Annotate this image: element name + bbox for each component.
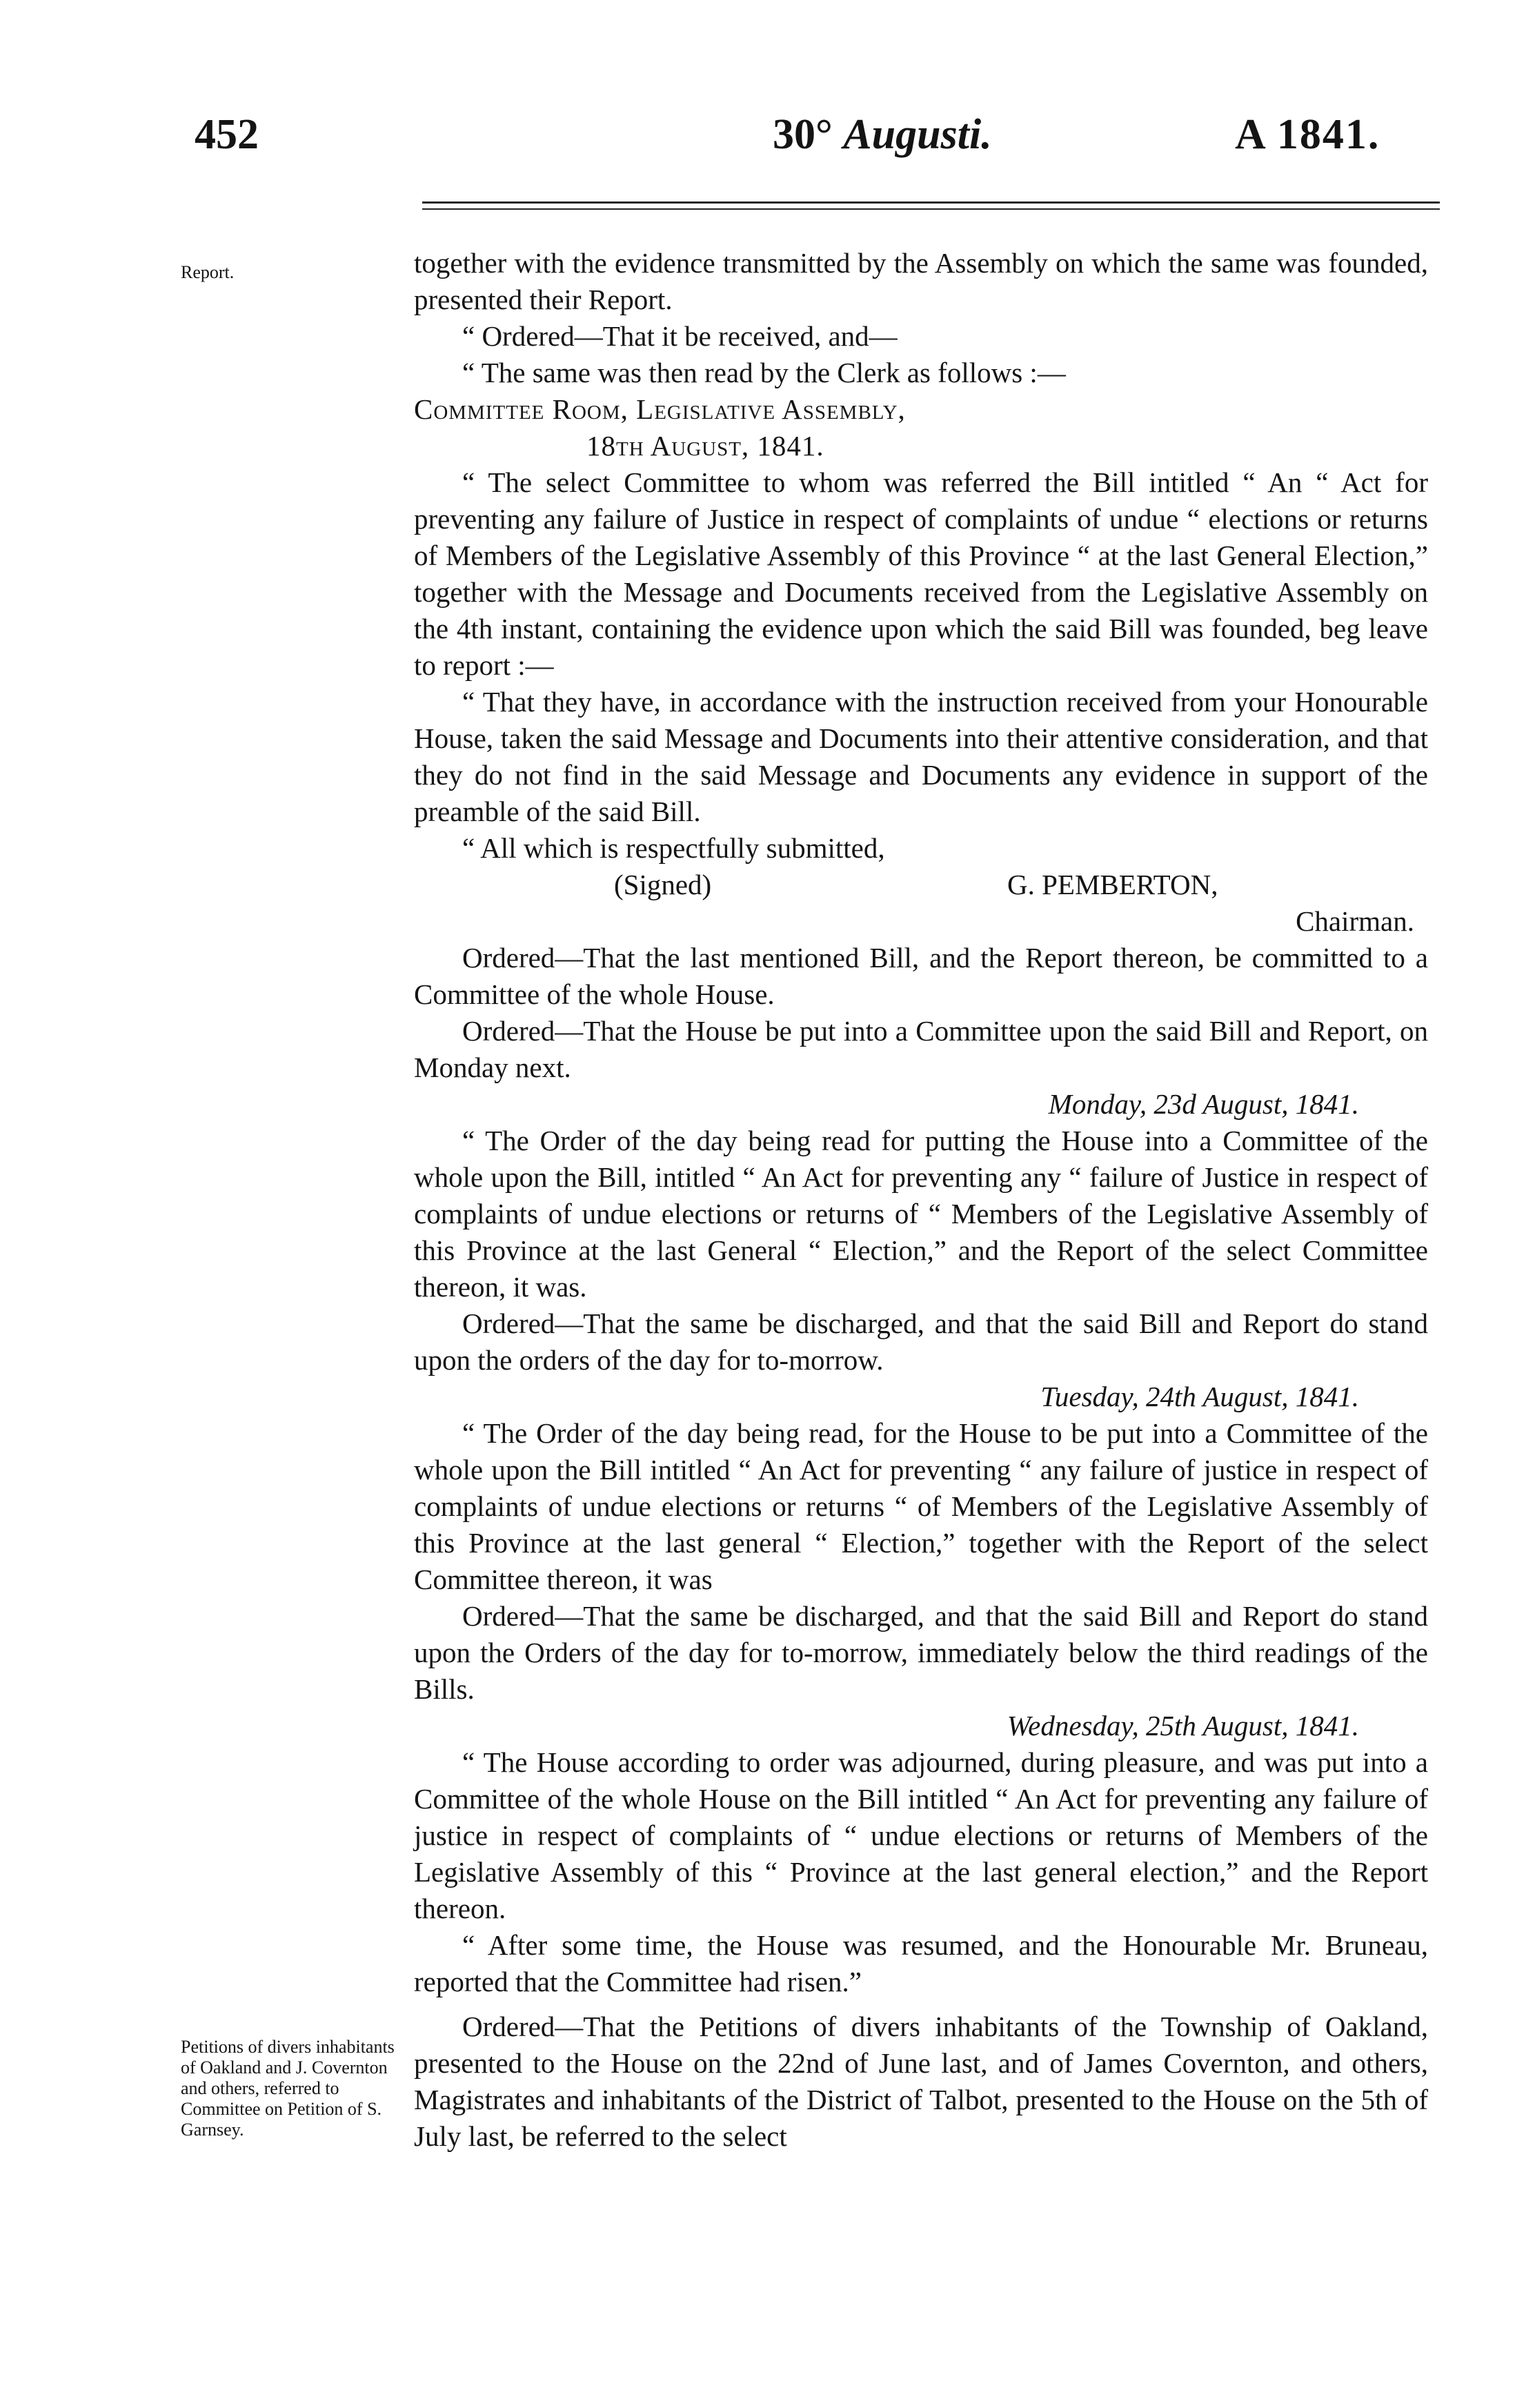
header-rule-thin [422, 208, 1440, 210]
paragraph-petitions-referred: Ordered—That the Petitions of divers inhabitants of the Township of Oakland, presented to the House on the 22nd of June last, and of James Covernton, and others, Magistrates and inhabitants of the District of Talbot, presented to the House on the 5th of July last, be referred to the select [414, 2011, 1428, 2152]
paragraph-order-of-day-1: “ The Order of the day being read for putting the House into a Committee of the whole upon the Bill, intitled “ An Act for preventing any “ failure of Justice in respect of complaints of undue elections or returns of “ Members of the Legislative Assembly of this Province at the last General “ Election,” and the Report of the select Committee thereon, it was. [414, 1125, 1428, 1303]
page-number: 452 [195, 111, 259, 158]
running-header [0, 110, 1515, 166]
paragraph-house-resumed: “ After some time, the House was resumed, and the Honourable Mr. Bruneau, reported that the Committee had risen.” [414, 1929, 1428, 1997]
signature-row [414, 867, 1428, 903]
paragraph-report-presented: together with the evidence transmitted by the Assembly on which the same was founded, presented their Report. [414, 247, 1428, 315]
paragraph-that-they-have: “ That they have, in accordance with the instruction received from your Honourable House, taken the said Message and Documents into their attentive consideration, and that they do not find in the said Message and Documents any evidence in support of the preamble of the said Bill. [414, 686, 1428, 827]
header-date-month: Augusti. [843, 111, 992, 158]
header-date-day: 30° [773, 111, 833, 158]
paragraph-respectfully-submitted: “ All which is respectfully submitted, [462, 832, 885, 864]
signed-title: Chairman. [1296, 905, 1414, 937]
date-heading-wednesday: Wednesday, 25th August, 1841. [1007, 1710, 1359, 1741]
committee-room-line2: 18th August, 1841. [586, 430, 824, 462]
header-year: A 1841. [1235, 111, 1380, 158]
signed-name: G. PEMBERTON, [1007, 869, 1218, 900]
paragraph-read-by-clerk: “ The same was then read by the Clerk as follows :— [462, 357, 1066, 388]
header-date [773, 110, 992, 159]
date-heading-monday: Monday, 23d August, 1841. [1048, 1088, 1359, 1120]
signed-label: (Signed) [614, 869, 712, 900]
paragraph-select-committee: “ The select Committee to whom was referred the Bill intitled “ An “ Act for preventing any failure of Justice in respect of complaints of undue “ elections or returns of Members of the Legislative Assembly of this Province “ at the last General Election,” together with the Message and Documents received from the Legislative Assembly on the 4th instant, containing the evidence upon which the said Bill was founded, beg leave to report :— [414, 466, 1428, 681]
header-rule-thick [422, 201, 1440, 204]
spacer [414, 2000, 1428, 2009]
body-text [414, 245, 1428, 2155]
paragraph-ordered-committed: Ordered—That the last mentioned Bill, and the Report thereon, be committed to a Committee of the whole House. [414, 942, 1428, 1010]
date-heading-tuesday: Tuesday, 24th August, 1841. [1040, 1381, 1359, 1412]
margin-note-petitions: Petitions of divers inhabitants of Oakland and J. Covernton and others, referred to Committee on Petition of S. Garnsey. [181, 2037, 395, 2140]
paragraph-order-of-day-2: “ The Order of the day being read, for the House to be put into a Committee of the whole upon the Bill intitled “ An Act for preventing “ any failure of justice in respect of complaints of undue elections or returns “ of Members of the Legislative Assembly of this Province at the last general “ Election,” together with the Report of the select Committee thereon, it was [414, 1417, 1428, 1595]
paragraph-ordered-discharged-1: Ordered—That the same be discharged, and that the said Bill and Report do stand upon the orders of the day for to-morrow. [414, 1307, 1428, 1376]
paragraph-ordered-received: “ Ordered—That it be received, and— [462, 320, 898, 352]
paragraph-ordered-monday: Ordered—That the House be put into a Committee upon the said Bill and Report, on Monday next. [414, 1015, 1428, 1083]
margin-note-report: Report. [181, 262, 235, 282]
paragraph-house-adjourned: “ The House according to order was adjourned, during pleasure, and was put into a Committee of the whole House on the Bill intitled “ An Act for preventing any failure of justice in respect of complaints of “ undue elections or returns of Members of the Legislative Assembly of this “ Province at the last general election,” and the Report thereon. [414, 1746, 1428, 1924]
paragraph-ordered-discharged-2: Ordered—That the same be discharged, and that the said Bill and Report do stand upon the Orders of the day for to-morrow, immediately below the third readings of the Bills. [414, 1600, 1428, 1705]
committee-room-heading [414, 391, 1428, 464]
committee-room-line1: Committee Room, Legislative Assembly, [414, 393, 906, 425]
